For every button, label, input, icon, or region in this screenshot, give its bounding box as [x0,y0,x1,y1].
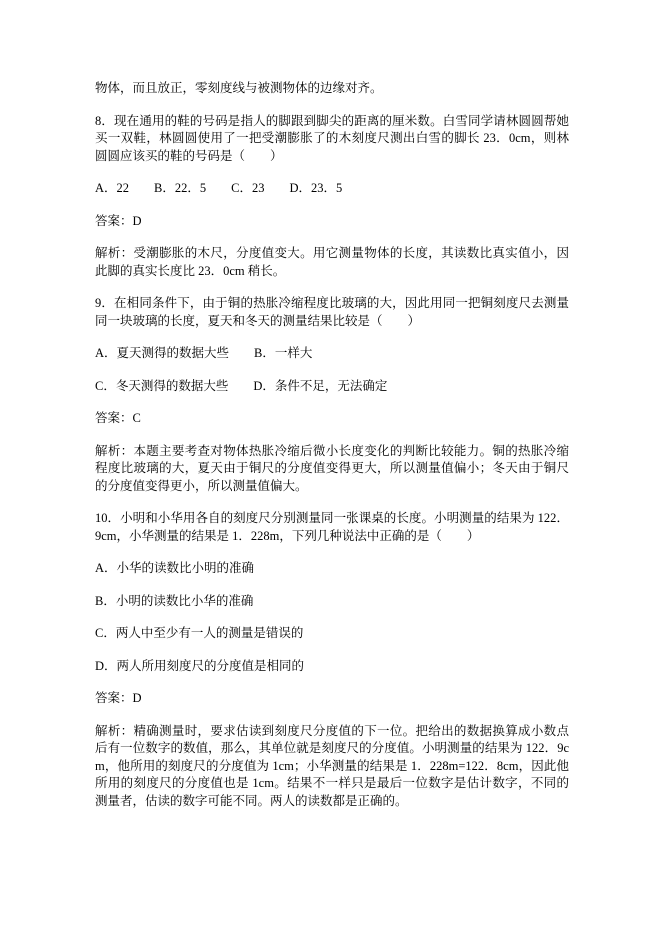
question-10-answer: 答案：D [95,691,142,705]
question-10-option-c: C．两人中至少有一人的测量是错误的 [95,626,304,640]
question-8-analysis: 解析：受潮膨胀的木尺，分度值变大。用它测量物体的长度，其读数比真实值小，因此脚的真实长度比 23．0cm 稍长。 [95,246,569,278]
question-9-stem: 9．在相同条件下，由于铜的热胀冷缩程度比玻璃的大，因此用同一把铜刻度尺去测量同一块玻璃的长度，夏天和冬天的测量结果比较是（ ） [95,296,569,328]
question-10-option-a: A．小华的读数比小明的准确 [95,561,255,575]
question-8 [95,113,569,281]
question-8-stem: 8．现在通用的鞋的号码是指人的脚跟到脚尖的距离的厘米数。白雪同学请林圆圆帮她买一双鞋，林圆圆使用了一把受潮膨胀了的木刻度尺测出白雪的脚长 23．0cm，则林圆圆应该买的鞋的号码是（ ） [95,113,569,163]
question-10-option-b: B．小明的读数比小华的准确 [95,593,254,608]
question-9-answer: 答案：C [95,411,141,425]
question-10-analysis: 解析：精确测量时，要求估读到刻度尺分度值的下一位。把给出的数据换算成小数点后有一位数字的数值，那么，其单位就是刻度尺的分度值。小明测量的结果为 122．9cm，他所用的刻度尺的分度值为 1cm；小华测量的结果是 1．228m=122．8cm，因此他所用的刻度尺的分度值也是 1cm。结果不一样只是最后一位数字是估计数字，不同的测量者，估读的数字可能不同。两人的读数都是正确的。 [95,723,569,808]
question-8-answer: 答案：D [95,213,142,228]
question-9-analysis: 解析：本题主要考查对物体热胀冷缩后微小长度变化的判断比较能力。铜的热胀冷缩程度比玻璃的大，夏天由于铜尺的分度值变得更大，所以测量值偏小；冬天由于铜尺的分度值变得更小，所以测量值偏大。 [95,443,569,493]
continuation-text: 物体，而且放正，零刻度线与被测物体的边缘对齐。 [95,81,383,95]
question-8-options: A．22 B．22．5 C．23 D．23．5 [95,181,343,195]
question-10-option-d: D．两人所用刻度尺的分度值是相同的 [95,658,305,673]
question-9-options-ab: A．夏天测得的数据大些 B．一样大 [95,346,313,360]
question-10 [95,510,569,810]
question-10-stem: 10．小明和小华用各自的刻度尺分别测量同一张课桌的长度。小明测量的结果为 122．9cm，小华测量的结果是 1．228m，下列几种说法中正确的是（ ） [95,511,569,543]
question-9 [95,295,569,495]
question-9-options-cd: C．冬天测得的数据大些 D．条件不足，无法确定 [95,378,388,393]
